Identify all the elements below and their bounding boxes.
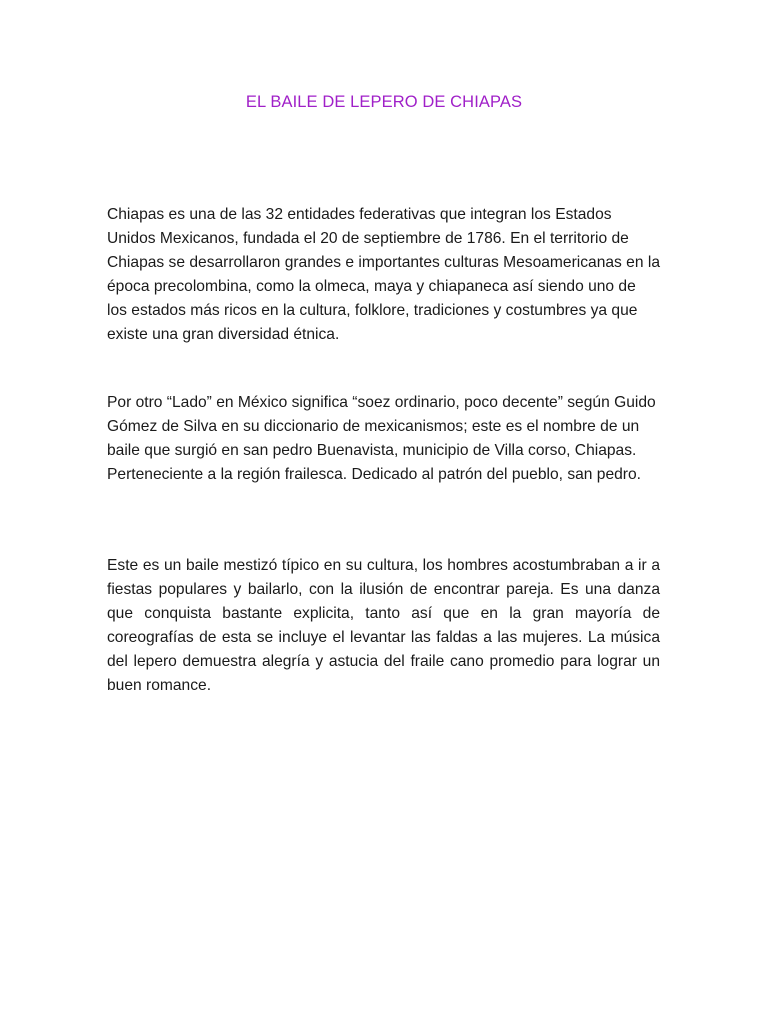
paragraph-lepero-meaning: Por otro “Lado” en México significa “soez ordinario, poco decente” según Guido Gómez de Silva en su diccionario de mexicanismos; este es el nombre de un baile que surgió en san pedro Buenavista, municipio de Villa corso, Chiapas. Perteneciente a la región frailesca. Dedicado al patrón del pueblo, san pedro. [107,394,656,483]
paragraph-chiapas-intro: Chiapas es una de las 32 entidades federativas que integran los Estados Unidos Mexicanos, fundada el 20 de septiembre de 1786. En el territorio de Chiapas se desarrollaron grandes e importantes culturas Mesoamericanas en la época precolombina, como la olmeca, maya y chiapaneca así siendo uno de los estados más ricos en la cultura, folklore, tradiciones y costumbres ya que existe una gran diversidad étnica. [107,206,660,343]
paragraph-dance-description: Este es un baile mestizó típico en su cultura, los hombres acostumbraban a ir a fiestas populares y bailarlo, con la ilusión de encontrar pareja. Es una danza que conquista bastante explicita, tanto así que en la gran mayoría de coreografías de esta se incluye el levantar las faldas a las mujeres. La música del lepero demuestra alegría y astucia del fraile cano promedio para lograr un buen romance. [107,557,660,694]
document-title: EL BAILE DE LEPERO DE CHIAPAS [245,93,523,111]
